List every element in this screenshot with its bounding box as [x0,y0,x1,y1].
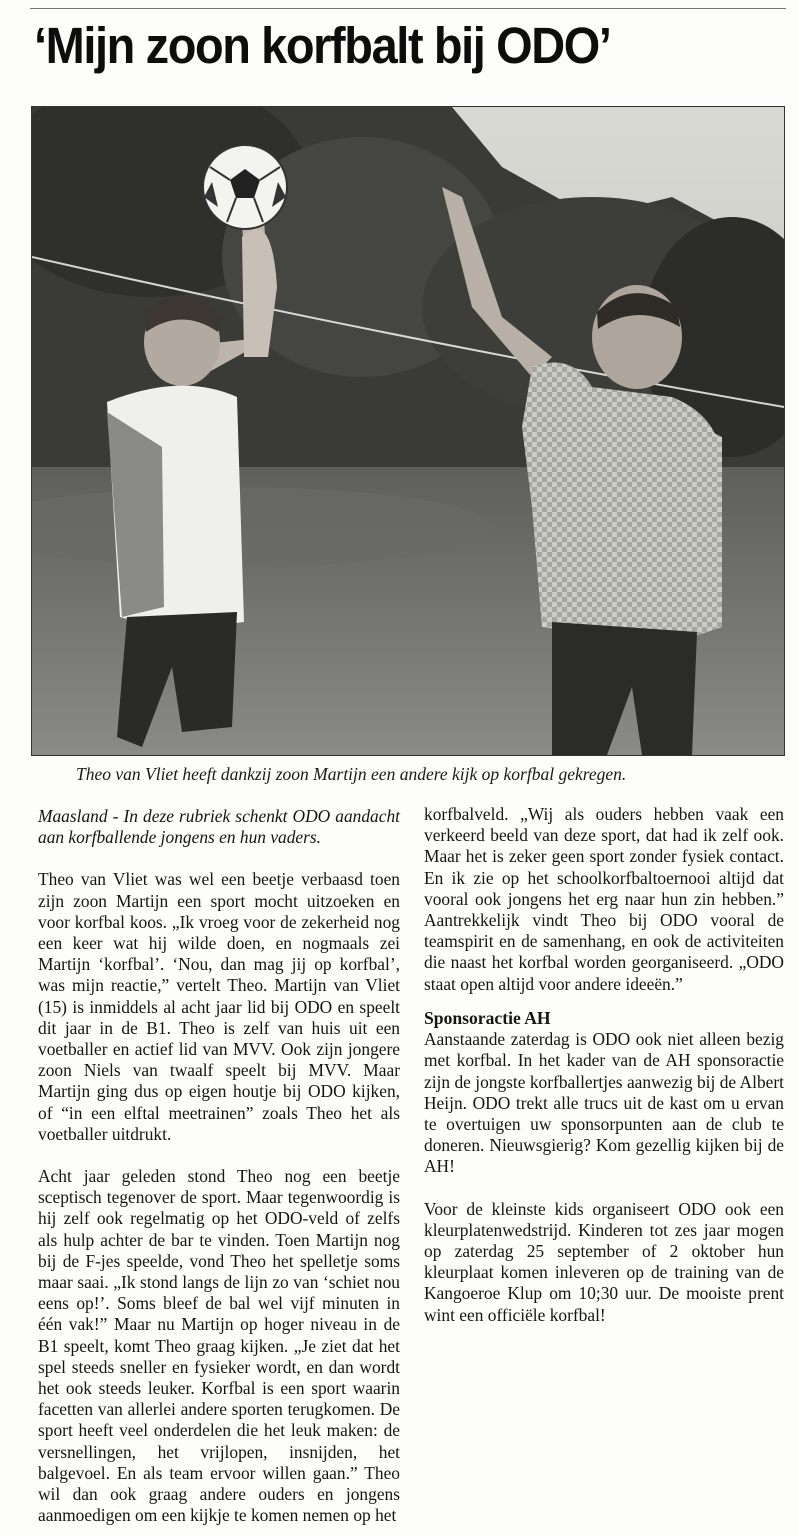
article-column-right [424,804,784,1326]
article-paragraph-2-continued [424,804,784,995]
ball [203,145,287,229]
article-column-left [38,806,400,1527]
photo-illustration [32,107,784,755]
headline: ‘Mijn zoon korfbalt bij ODO’ [34,17,611,74]
top-rule [30,8,786,9]
subheading: Sponsoractie AH [424,1008,551,1028]
photo-caption: Theo van Vliet heeft dankzij zoon Martijn een andere kijk op korfbal gekregen. [76,764,627,784]
article-paragraph-2-overflow: korfbalveld. „Wij als ouders hebben vaak een verkeerd beeld van deze sport, dat had ik zelf ook. Maar het is zeker geen sport zonder fysiek contact. En ik zie op het schoolkorfbaltoernooi altijd dat vooral ook jongens het erg naar hun zin hebben.” Aantrekkelijk vindt Theo bij ODO vooral de teamspirit en de samenhang, en ook de activiteiten die naast het korfbal worden georganiseerd. „ODO staat open altijd voor andere ideeën.” [424,804,784,994]
article-photo [31,106,785,756]
article-paragraph-3: Aanstaande zaterdag is ODO ook niet alleen bezig met korfbal. In het kader van de AH sponsoractie zijn de jongste korfballertjes aanwezig bij de Albert Heijn. ODO trekt alle trucs uit de kast om u ervan te overtuigen uw sponsorpunten aan de club te doneren. Nieuwsgierig? Kom gezellig kijken bij de AH! [424,1029,784,1177]
article-intro: Maasland - In deze rubriek schenkt ODO aandacht aan korfballende jongens en hun vaders. [38,806,400,848]
article-paragraph-2: Acht jaar geleden stond Theo nog een beetje sceptisch tegenover de sport. Maar tegenwoordig is hij zelf ook regelmatig op het ODO-veld of zelfs als hulp achter de bar te vinden. Toen Martijn nog bij de F-jes speelde, vond Theo het spelletje soms maar saai. „Ik stond langs de lijn zo van ‘schiet nou eens op!’. Soms bleef de bal wel vijf minuten in één vak!” Maar nu Martijn op hoger niveau in de B1 speelt, komt Theo graag kijken. „Je ziet dat het spel steeds sneller en fysieker wordt, en dan wordt het ook steeds leuker. Korfbal is een sport waarin facetten van allerlei andere sporten terugkomen. De sport heeft veel onderdelen die het leuk maken: de versnellingen, het vrijlopen, insnijden, het balgevoel. En als team ervoor willen gaan.” Theo wil dan ook graag andere ouders en jongens aanmoedigen om een kijkje te komen nemen op het [38,1166,400,1526]
article-paragraph-4: Voor de kleinste kids organiseert ODO ook een kleurplatenwedstrijd. Kinderen tot zes jaar mogen op zaterdag 25 september of 2 oktober hun kleurplaat komen inleveren op de training van de Kangoeroe Klup om 10;30 uur. De mooiste prent wint een officiële korfbal! [424,1198,784,1325]
article-paragraph-1: Theo van Vliet was wel een beetje verbaasd toen zijn zoon Martijn een sport mocht uitzoeken en voor korfbal koos. „Ik vroeg voor de zekerheid nog een keer wat hij wilde doen, en nogmaals zei Martijn ‘korfbal’. ‘Nou, dan mag jij op korfbal’, was mijn reactie,” vertelt Theo. Martijn van Vliet (15) is inmiddels al acht jaar lid bij ODO en speelt dit jaar in de B1. Theo is zelf van huis uit een voetballer en actief lid van MVV. Ook zijn jongere zoon Niels van twaalf speelt bij MVV. Maar Martijn ging dus op eigen houtje bij ODO kijken, of “in een elftal meetrainen” zoals Theo het als voetballer uitdrukt. [38,869,400,1144]
